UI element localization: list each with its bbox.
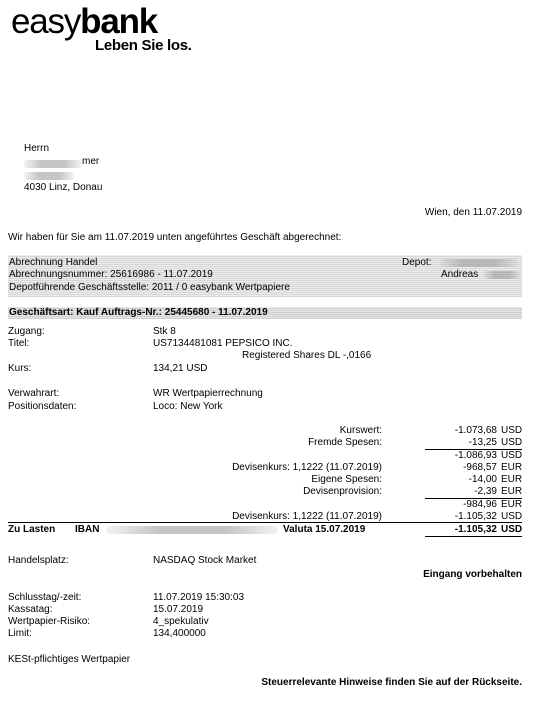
calc-currency: USD bbox=[501, 450, 523, 461]
calc-amount: -984,96 bbox=[463, 499, 497, 510]
trade-label: Schlusstag/-zeit: bbox=[8, 592, 82, 603]
brand-logo bbox=[11, 3, 157, 41]
detail-label: Positionsdaten: bbox=[8, 401, 77, 412]
header-owner: Andreas bbox=[441, 269, 479, 280]
order-title: Geschäftsart: Kauf Auftrags-Nr.: 25445680 - 11.07.2019 bbox=[9, 307, 268, 318]
detail-label: Titel: bbox=[8, 338, 30, 349]
header-depot-label: Depot: bbox=[402, 257, 432, 268]
footer-note: Steuerrelevante Hinweise finden Sie auf der Rückseite. bbox=[261, 677, 522, 688]
handelsplatz-label: Handelsplatz: bbox=[8, 555, 69, 566]
redacted-owner bbox=[484, 271, 520, 279]
trade-label: Limit: bbox=[8, 628, 32, 639]
logo-tagline: Leben Sie los. bbox=[95, 37, 192, 54]
total-currency: USD bbox=[501, 524, 523, 535]
intro-text: Wir haben für Sie am 11.07.2019 unten angeführtes Geschäft abgerechnet: bbox=[8, 232, 342, 243]
kest-note: KESt-pflichtiges Wertpapier bbox=[8, 654, 131, 665]
date-line: Wien, den 11.07.2019 bbox=[424, 207, 522, 218]
header-row3-left: Depotführende Geschäftsstelle: 2011 / 0 easybank Wertpapiere bbox=[9, 282, 290, 293]
total-line bbox=[8, 522, 522, 523]
total-amount: -1.105,32 bbox=[454, 524, 497, 535]
trade-label: Kassatag: bbox=[8, 604, 53, 615]
redacted-iban bbox=[106, 526, 278, 534]
calc-amount: -968,57 bbox=[463, 462, 497, 473]
redacted-depot bbox=[440, 259, 518, 267]
calc-amount: -1.105,32 bbox=[454, 511, 497, 522]
calc-currency: EUR bbox=[501, 462, 523, 473]
city: 4030 Linz, Donau bbox=[24, 182, 103, 193]
redacted-street bbox=[24, 172, 74, 180]
detail-label: Verwahrart: bbox=[8, 388, 60, 399]
calc-amount: -14,00 bbox=[468, 474, 497, 485]
calc-label: Devisenkurs: 1,1222 (11.07.2019) bbox=[232, 462, 382, 473]
calc-amount: -2,39 bbox=[474, 486, 497, 497]
trade-label: Wertpapier-Risiko: bbox=[8, 616, 91, 627]
logo-text-bank: bank bbox=[80, 2, 158, 41]
eingang-note: Eingang vorbehalten bbox=[423, 569, 522, 580]
calc-currency: EUR bbox=[501, 499, 523, 510]
name-fragment: mer bbox=[82, 156, 100, 167]
trade-value: 11.07.2019 15:30:03 bbox=[153, 592, 245, 603]
handelsplatz-value: NASDAQ Stock Market bbox=[153, 555, 257, 566]
detail-label: Kurs: bbox=[8, 363, 32, 374]
calc-amount: -1.073,68 bbox=[454, 425, 497, 436]
calc-currency: USD bbox=[501, 511, 523, 522]
iban-label: IBAN bbox=[75, 524, 100, 535]
calc-currency: EUR bbox=[501, 474, 523, 485]
valuta: Valuta 15.07.2019 bbox=[283, 524, 366, 535]
calc-label: Devisenprovision: bbox=[303, 486, 382, 497]
calc-label: Fremde Spesen: bbox=[308, 437, 382, 448]
detail-value: US7134481081 PEPSICO INC. bbox=[153, 338, 293, 349]
detail-value: WR Wertpapierrechnung bbox=[153, 388, 263, 399]
calc-currency: USD bbox=[501, 437, 523, 448]
calc-label: Kurswert: bbox=[339, 425, 382, 436]
detail-value: 134,21 USD bbox=[153, 363, 208, 374]
redacted-name bbox=[24, 160, 82, 168]
detail-value: Loco: New York bbox=[153, 401, 223, 412]
detail-label: Zugang: bbox=[8, 326, 45, 337]
trade-value: 134,400000 bbox=[153, 628, 206, 639]
calc-amount: -13,25 bbox=[468, 437, 497, 448]
calc-amount: -1.086,93 bbox=[454, 450, 497, 461]
detail-value: Registered Shares DL -,0166 bbox=[242, 350, 372, 361]
calc-label: Eigene Spesen: bbox=[311, 474, 382, 485]
trade-value: 4_spekulativ bbox=[153, 616, 209, 627]
total-label: Zu Lasten bbox=[8, 524, 56, 535]
calc-label: Devisenkurs: 1,1222 (11.07.2019) bbox=[232, 511, 382, 522]
detail-value: Stk 8 bbox=[153, 326, 176, 337]
trade-value: 15.07.2019 bbox=[153, 604, 204, 615]
calc-currency: USD bbox=[501, 425, 523, 436]
logo-text-easy: easy bbox=[11, 2, 81, 41]
calc-currency: EUR bbox=[501, 486, 523, 497]
salutation: Herrn bbox=[24, 143, 50, 154]
total-underline bbox=[425, 536, 522, 537]
header-row2-left: Abrechnungsnummer: 25616986 - 11.07.2019 bbox=[9, 269, 213, 280]
header-row1-left: Abrechnung Handel bbox=[9, 257, 98, 268]
